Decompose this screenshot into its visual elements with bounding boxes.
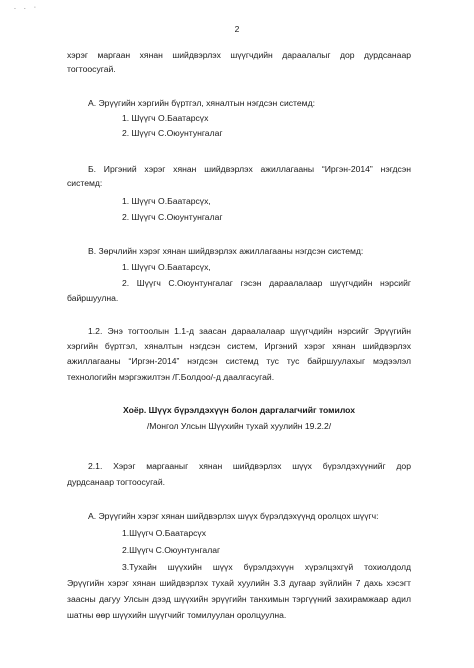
list-item: 1. Шүүгч О.Баатарсүх, (122, 196, 211, 206)
paragraph-line: хэрэг маргаан хянан шийдвэрлэх шүүгчдийн дараалалыг дор дурдсанаар (67, 50, 411, 60)
paragraph-line: хэргийн бүртгэл, хяналтын нэгдсэн систем, Иргэний хэрэг хянан шийдвэрлэх (67, 341, 411, 351)
list-item: 2. Шүүгч С.Оюунтунгалаг (122, 212, 223, 222)
section-a-heading: А. Эрүүгийн хэргийн бүртгэл, хяналтын нэгдсэн системд: (88, 98, 315, 108)
paragraph-line: тогтоосугай. (67, 64, 116, 74)
paragraph-line: заасны дагуу Улсын дээд шүүхийн эрүүгийн танхимын тэргүүний захирамжаар адил (67, 594, 411, 604)
paragraph-line: технологийн мэргэжилтэн /Г.Болдоо/-д даалгасугай. (67, 372, 275, 382)
paragraph-line: шатны өөр шүүхийн шүүгчийг томилуулан оролцуулна. (67, 610, 287, 620)
paragraph-line: 2.1. Хэрэг маргааныг хянан шийдвэрлэх шүүх бүрэлдэхүүнийг дор (88, 461, 411, 471)
section-v-heading: В. Зөрчлийн хэрэг хянан шийдвэрлэх ажиллагааны нэгдсэн системд: (88, 246, 364, 256)
paragraph-line: байршуулна. (67, 293, 119, 303)
section-heading: Хоёр. Шүүх бүрэлдэхүүн болон даргалагчийг томилох (123, 405, 355, 415)
paragraph-line: ажиллагааны “Иргэн-2014” нэгдсэн системд тус тус байршуулахыг мэдээлэл (67, 356, 411, 366)
list-item: 3.Тухайн шүүхийн шүүх бүрэлдэхүүн хүрэлцэхгүй тохиолдолд (122, 562, 411, 572)
list-item: 2. Шүүгч С.Оюунтунгалаг (122, 128, 223, 138)
list-item: 1.Шүүгч О.Баатарсүх (122, 528, 207, 538)
section-b-heading: Б. Иргэний хэрэг хянан шийдвэрлэх ажиллагааны “Иргэн-2014” нэгдсэн (88, 164, 411, 174)
paragraph-line: Эрүүгийн хэрэг хянан шийдвэрлэх тухай хуулийн 3.3 дугаар зүйлийн 7 дахь хэсэгт (67, 578, 411, 588)
list-item: 1. Шүүгч О.Баатарсүх, (122, 262, 211, 272)
scan-mark: . . · (14, 4, 40, 11)
list-item: 2. Шүүгч С.Оюунтунгалаг гэсэн дараалалаар шүүгчдийн нэрсийг (122, 278, 411, 288)
page-number: 2 (234, 24, 240, 34)
paragraph-line: дурдсанаар тогтоосугай. (67, 477, 166, 487)
paragraph-line: 1.2. Энэ тогтоолын 1.1-д заасан дараалалаар шүүгчдийн нэрсийг Эрүүгийн (88, 326, 411, 336)
paragraph-line: системд: (67, 178, 103, 188)
list-item: 1. Шүүгч О.Баатарсүх (122, 113, 209, 123)
section-subheading: /Монгол Улсын Шүүхийн тухай хуулийн 19.2.2/ (146, 421, 332, 431)
section-a2-heading: А. Эрүүгийн хэрэг хянан шийдвэрлэх шүүх бүрэлдэхүүнд оролцох шүүгч: (88, 511, 379, 521)
list-item: 2.Шүүгч С.Оюунтунгалаг (122, 545, 221, 555)
